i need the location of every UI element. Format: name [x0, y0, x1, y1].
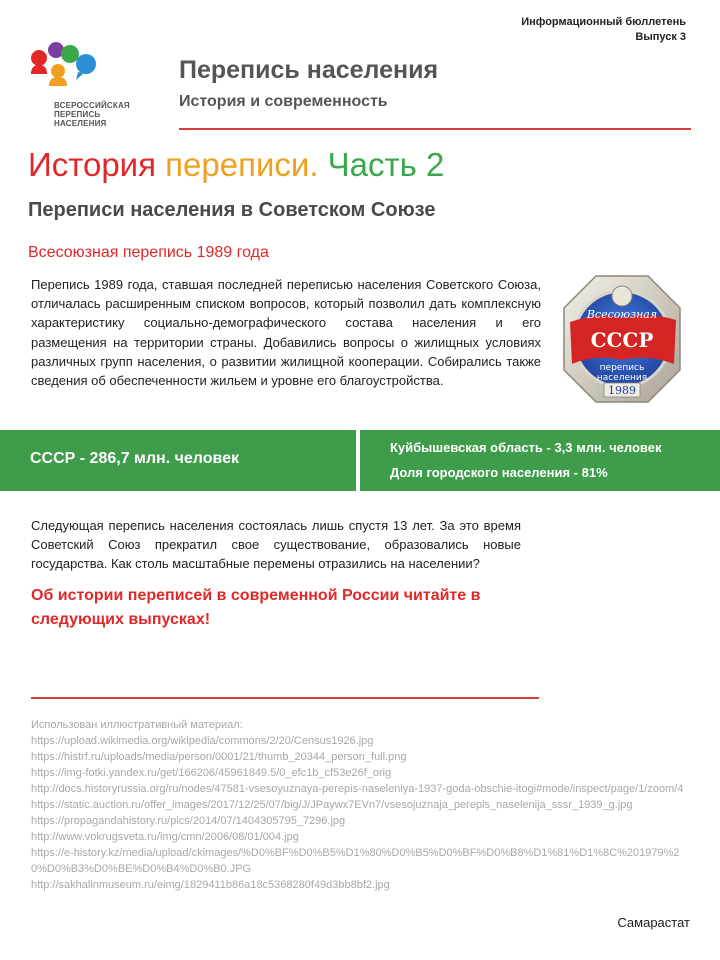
source-link[interactable]: https://propagandahistory.ru/pics/2014/07/1404305795_7296.jpg [31, 815, 346, 827]
badge-year: 1989 [608, 384, 636, 397]
source-link[interactable]: https://e-history.kz/media/upload/ckimages/%D0%BF%D0%B5%D1%80%D0%B5%D0%BF%D0%B8%D1%81%D1%8C%201979%20%D0%B3%D0%BE%D0%B4%D0%B0.JPG [31, 847, 680, 875]
page-title: Перепись населения [179, 56, 439, 84]
publisher-name: Самарастат [617, 915, 690, 930]
sources-heading: Использован иллюстративный материал: [31, 719, 243, 731]
heading-word-part: Часть 2 [327, 146, 445, 183]
source-link[interactable]: https://upload.wikimedia.org/wikipedia/commons/2/20/Census1926.jpg [31, 735, 374, 747]
intro-paragraph: Перепись 1989 года, ставшая последней переписью населения Советского Союза, отличалась расширенным списком вопросов, который позволил дать комплексную характеристику социально-демографического состава населения и его размещения на территории страны. Добавились вопросы о жилищных условиях различных групп населения, о развитии жилищной кооперации. Собирались также сведения об обеспеченности жильем и уровне его благоустройства. [31, 277, 541, 389]
heading-word-census: переписи. [165, 146, 319, 183]
bulletin-info [521, 15, 686, 45]
census-logo-icon [26, 38, 106, 100]
badge-bottom-text: перепись [599, 363, 645, 373]
bulletin-label: Информационный бюллетень [521, 16, 686, 28]
next-issues-callout: Об истории переписей в современной России читайте в следующих выпусках! [31, 587, 481, 628]
logo-line: ВСЕРОССИЙСКАЯ [54, 101, 130, 110]
source-link[interactable]: http://www.vokrugsveta.ru/img/cmn/2006/08/01/004.jpg [31, 831, 299, 843]
header-divider [179, 128, 691, 130]
logo-line: ПЕРЕПИСЬ [54, 110, 101, 119]
urban-share-stat: Доля городского населения - 81% [390, 465, 608, 480]
badge-top-text: Всесоюзная [586, 308, 658, 321]
logo-text [54, 101, 130, 128]
followup-paragraph: Следующая перепись населения состоялась лишь спустя 13 лет. За это время Советский Союз прекратил свое существование, образовались новые государства. Как столь масштабные перемены отразились на населении? [31, 518, 521, 571]
subsection-heading: Всесоюзная перепись 1989 года [28, 244, 269, 261]
logo-line: НАСЕЛЕНИЯ [54, 119, 107, 128]
badge-bottom-text: населения [596, 373, 648, 383]
heading-word-history: История [28, 146, 156, 183]
kuibyshev-population-stat: Куйбышевская область - 3,3 млн. человек [390, 440, 662, 455]
census-logo [26, 38, 156, 128]
source-link[interactable]: https://static.auction.ru/offer_images/2017/12/25/07/big/J/JPaywx7EVn7/vsesojuznaja_perepis_naselenija_sssr_1939_g.jpg [31, 799, 633, 811]
source-link[interactable]: http://sakhalinmuseum.ru/eimg/1829411b86a18c5368280f49d3bb8bf2.jpg [31, 879, 390, 891]
source-link[interactable]: https://histrf.ru/uploads/media/person/0001/21/thumb_20344_person_full.png [31, 751, 407, 763]
source-link[interactable]: http://docs.historyrussia.org/ru/nodes/47581-vsesoyuznaya-perepis-naseleniya-1937-goda-obschie-itogi#mode/inspect/page/1/zoom/4 [31, 783, 684, 795]
footer-divider [31, 697, 539, 699]
sources-list [31, 717, 693, 893]
section-heading: Переписи населения в Советском Союзе [28, 199, 436, 221]
issue-number: Выпуск 3 [635, 31, 686, 43]
census-1989-badge [560, 272, 684, 411]
badge-center-text: СССР [590, 328, 654, 352]
ussr-population-stat: СССР - 286,7 млн. человек [30, 450, 240, 467]
badge-image [560, 272, 684, 406]
page-subtitle: История и современность [179, 93, 388, 110]
main-heading [28, 146, 444, 184]
source-link[interactable]: https://img-fotki.yandex.ru/get/166206/45961849.5/0_efc1b_cf53e26f_orig [31, 767, 392, 779]
